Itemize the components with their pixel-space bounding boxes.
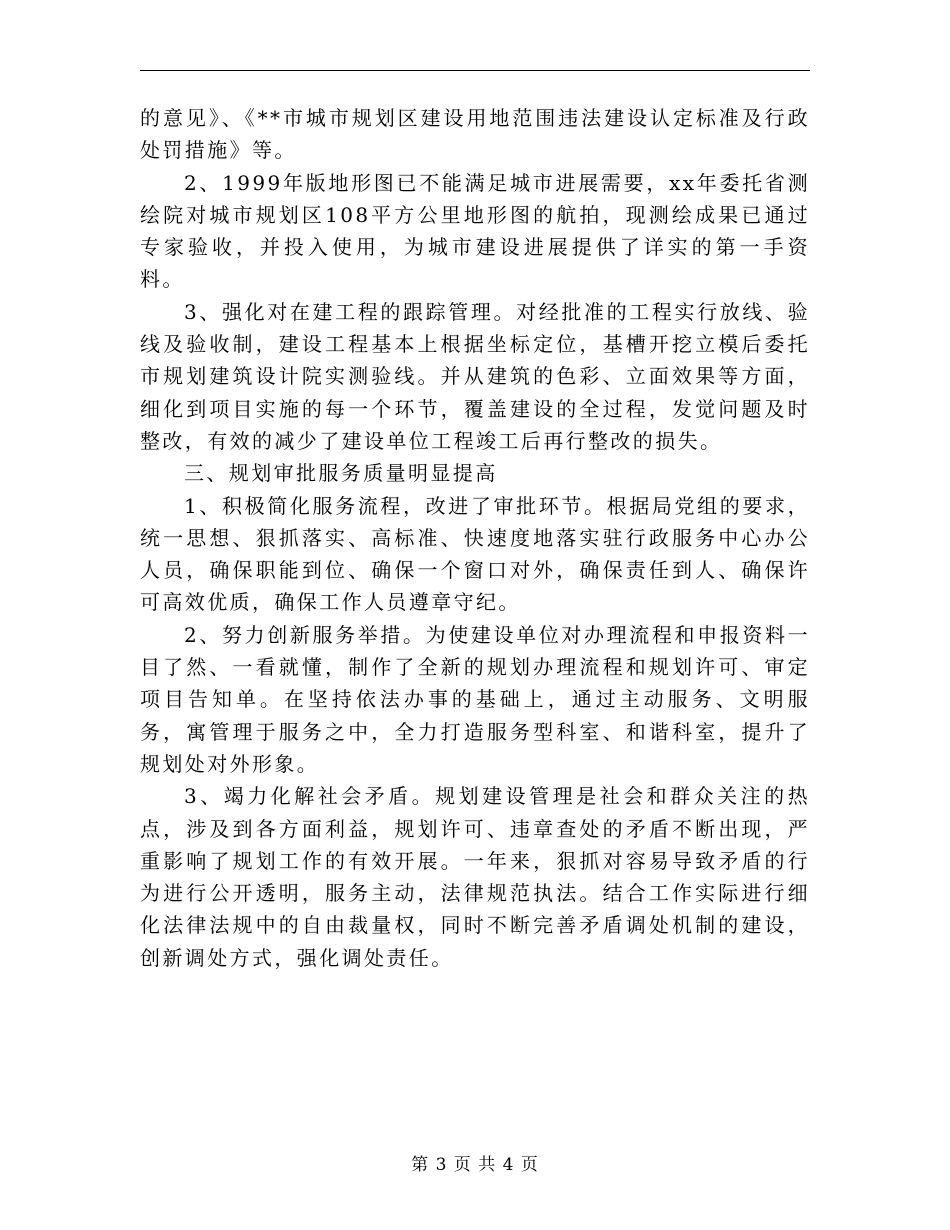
paragraph: 3、强化对在建工程的跟踪管理。对经批准的工程实行放线、验线及验收制，建设工程基本上根据坐标定位，基槽开挖立模后委托市规划建筑设计院实测验线。并从建筑的色彩、立面效果等方面，细化到项目实施的每一个环节，覆盖建设的全过程，发觉问题及时整改，有效的减少了建设单位工程竣工后再行整改的损失。 <box>140 299 810 453</box>
paragraph: 2、努力创新服务举措。为使建设单位对办理流程和申报资料一目了然、一看就懂，制作了全新的规划办理流程和规划许可、审定项目告知单。在坚持依法办事的基础上，通过主动服务、文明服务，寓管理于服务之中，全力打造服务型科室、和谐科室，提升了规划处对外形象。 <box>140 622 810 776</box>
paragraph: 1、积极简化服务流程，改进了审批环节。根据局党组的要求，统一思想、狠抓落实、高标准、快速度地落实驻行政服务中心办公人员，确保职能到位、确保一个窗口对外，确保责任到人、确保许可高效优质，确保工作人员遵章守纪。 <box>140 493 810 615</box>
document-body <box>140 102 810 974</box>
paragraph: 的意见》、《**市城市规划区建设用地范围违法建设认定标准及行政处罚措施》等。 <box>140 106 810 163</box>
page-footer: 第 3 页 共 4 页 <box>411 1155 539 1175</box>
paragraph: 3、竭力化解社会矛盾。规划建设管理是社会和群众关注的热点，涉及到各方面利益，规划许可、违章查处的矛盾不断出现，严重影响了规划工作的有效开展。一年来，狠抓对容易导致矛盾的行为进行公开透明，服务主动，法律规范执法。结合工作实际进行细化法律法规中的自由裁量权，同时不断完善矛盾调处机制的建设，创新调处方式，强化调处责任。 <box>140 784 810 970</box>
header-rule <box>140 70 810 71</box>
paragraph: 2、1999年版地形图已不能满足城市进展需要，xx年委托省测绘院对城市规划区108平方公里地形图的航拍，现测绘成果已通过专家验收，并投入使用，为城市建设进展提供了详实的第一手资料。 <box>140 170 810 292</box>
section-heading: 三、规划审批服务质量明显提高 <box>184 461 498 486</box>
